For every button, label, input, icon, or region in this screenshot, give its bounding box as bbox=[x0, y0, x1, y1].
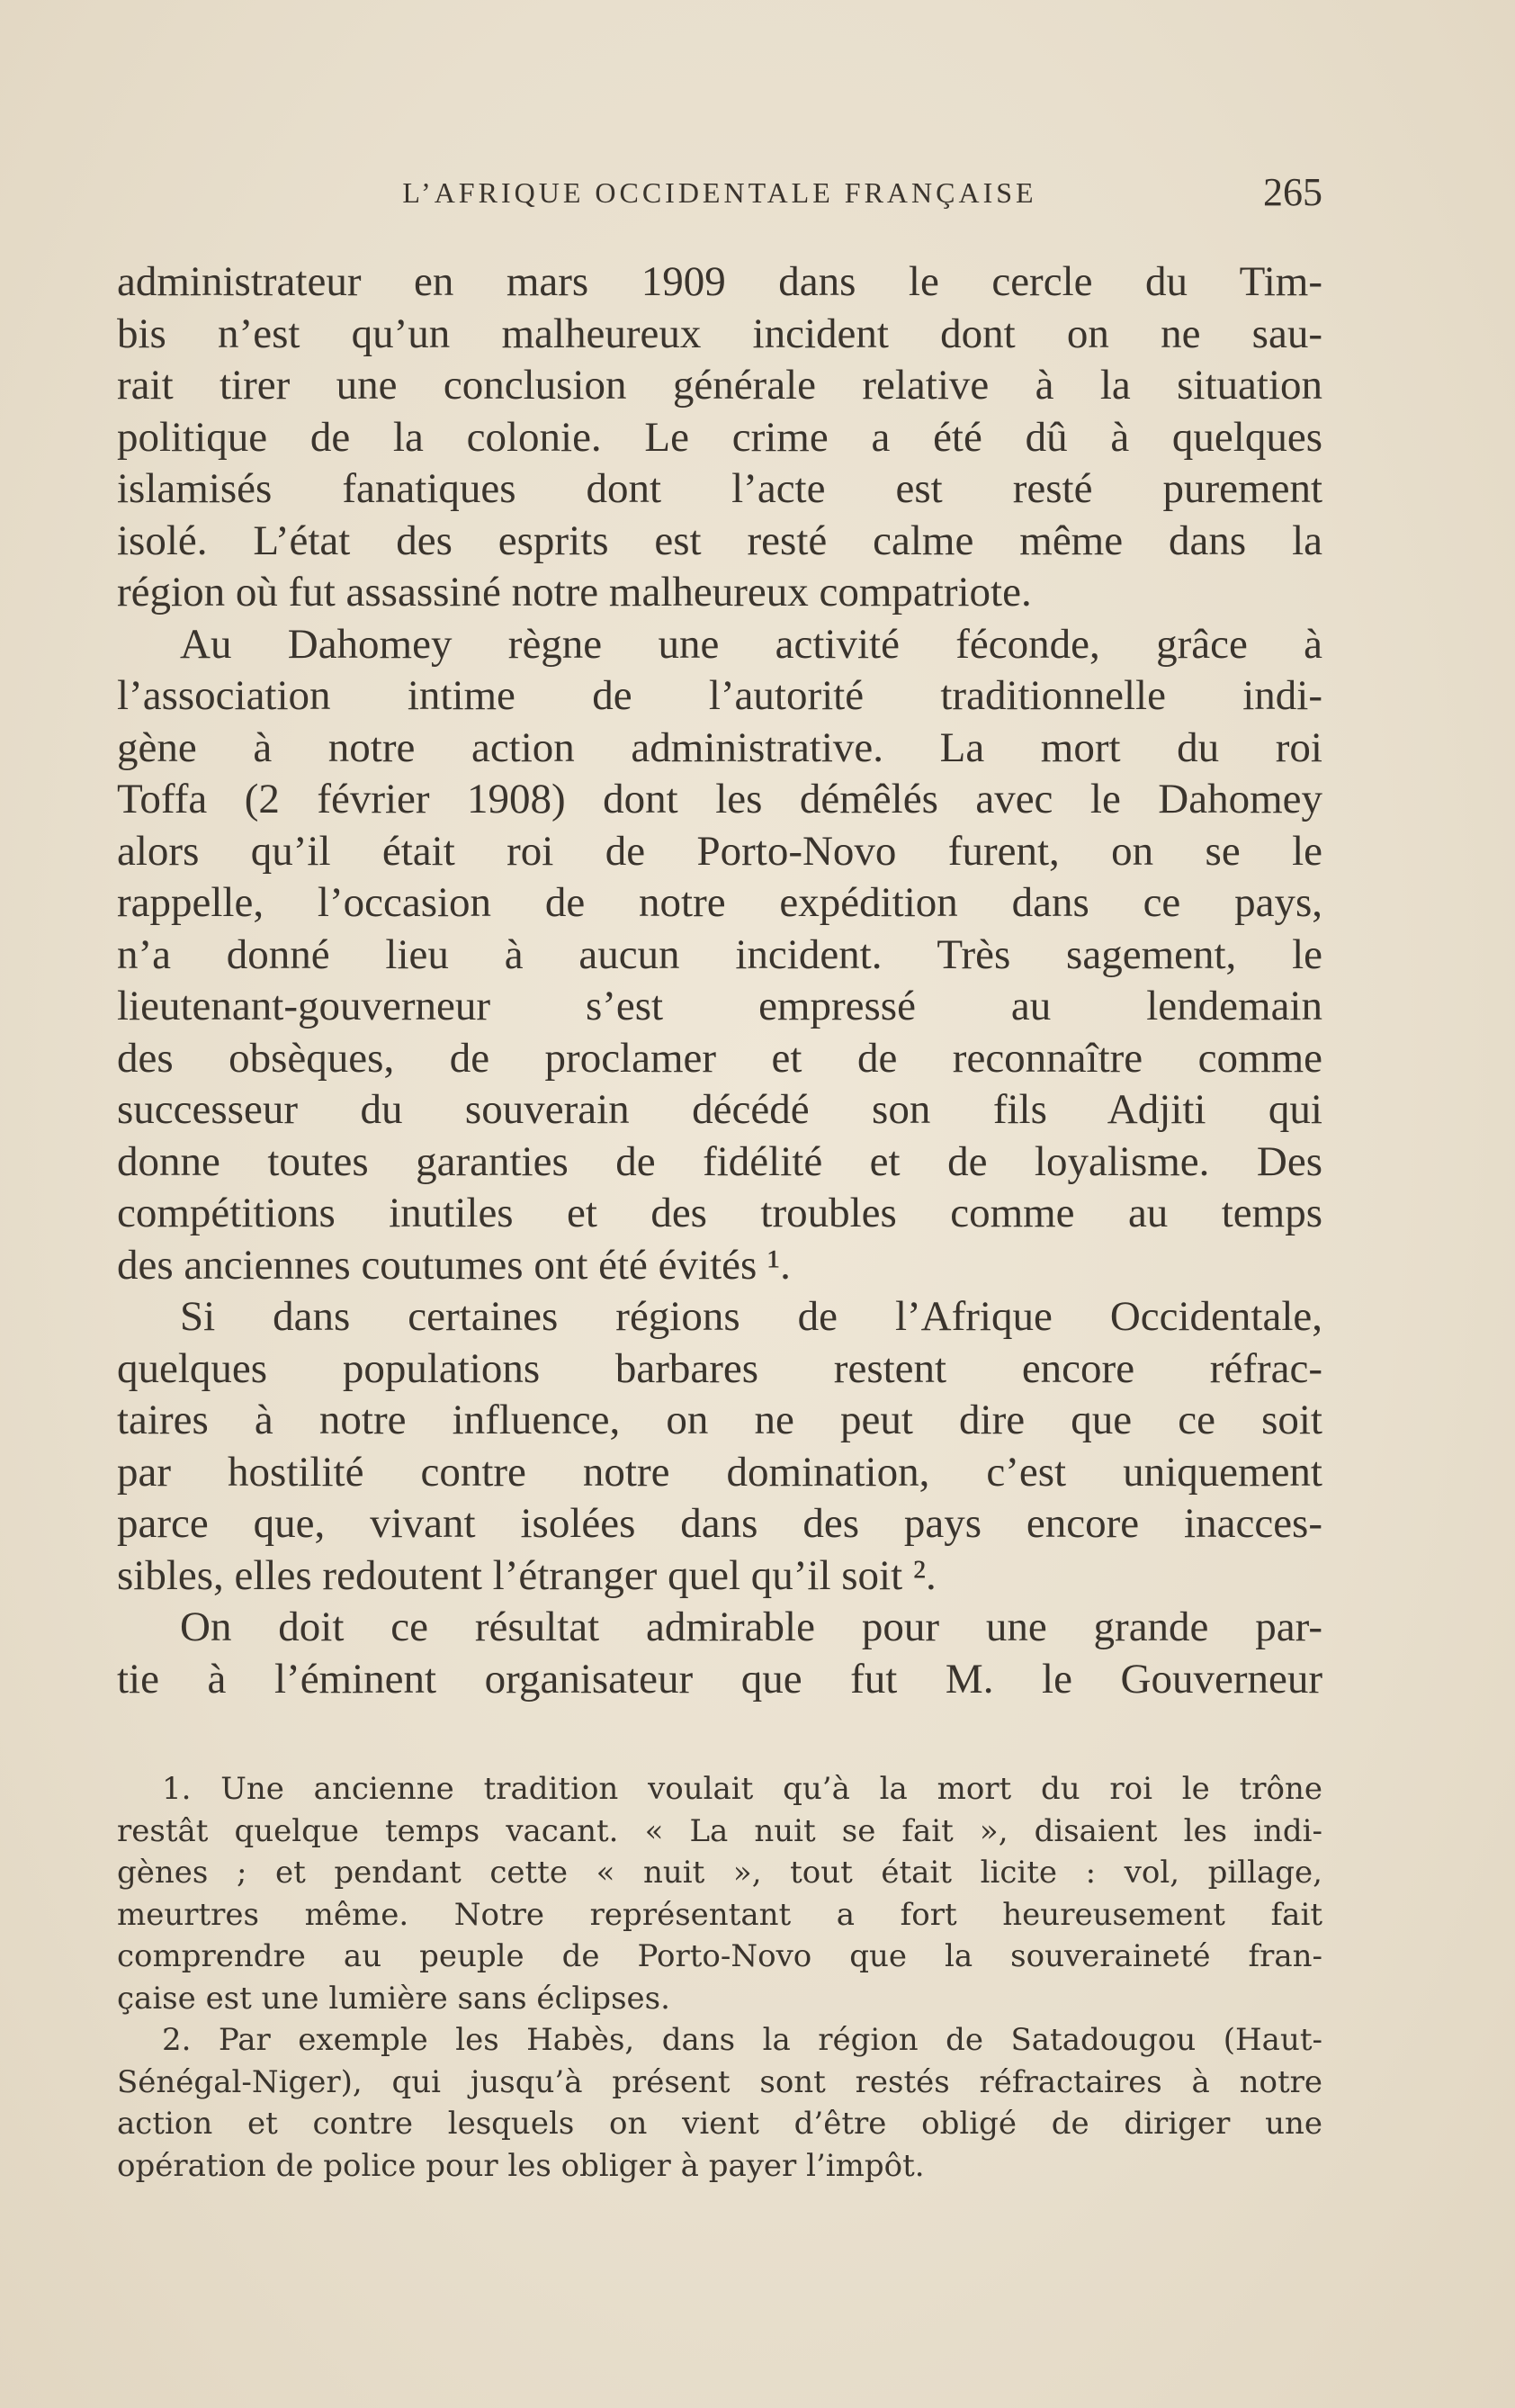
page-header bbox=[117, 166, 1322, 220]
text-line: politique de la colonie. Le crime a été dû à quelques bbox=[117, 413, 1322, 461]
text-line: successeur du souverain décédé son fils Adjiti qui bbox=[117, 1086, 1322, 1133]
text-line: taires à notre influence, on ne peut dire que ce soit bbox=[117, 1397, 1322, 1443]
text-line: par hostilité contre notre domination, c’est uniquement bbox=[117, 1448, 1322, 1496]
footnote-line: comprendre au peuple de Porto-Novo que la souveraineté fran- bbox=[117, 1938, 1322, 1974]
text-line: donne toutes garanties de fidélité et de loyalisme. Des bbox=[117, 1137, 1322, 1185]
footnote-line: action et contre lesquels on vient d’être obligé de diriger une bbox=[117, 2106, 1322, 2142]
text-line: des anciennes coutumes ont été évités ¹. bbox=[117, 1241, 791, 1289]
page-number: 265 bbox=[1263, 170, 1322, 214]
text-line: administrateur en mars 1909 dans le cercle du Tim- bbox=[117, 258, 1322, 305]
footnote-line: opération de police pour les obliger à payer l’impôt. bbox=[117, 2147, 925, 2184]
text-line: sibles, elles redoutent l’étranger quel qu’il soit ². bbox=[117, 1551, 937, 1599]
footnote-line: gènes ; et pendant cette « nuit », tout était licite : vol, pillage, bbox=[117, 1855, 1322, 1891]
running-title: L’AFRIQUE OCCIDENTALE FRANÇAISE bbox=[402, 176, 1037, 209]
text-line: n’a donné lieu à aucun incident. Très sagement, le bbox=[117, 930, 1322, 978]
text-line: rappelle, l’occasion de notre expédition dans ce pays, bbox=[117, 879, 1322, 926]
text-line: lieutenant-gouverneur s’est empressé au lendemain bbox=[117, 983, 1322, 1029]
footnote-line: meurtres même. Notre représentant a fort heureusement fait bbox=[117, 1896, 1322, 1933]
text-line: compétitions inutiles et des troubles comme au temps bbox=[117, 1190, 1322, 1236]
footnote-line: 1. Une ancienne tradition voulait qu’à la mort du roi le trône bbox=[162, 1771, 1322, 1807]
text-line: gène à notre action administrative. La mort du roi bbox=[117, 723, 1322, 771]
text-line: région où fut assassiné notre malheureux compatriote. bbox=[117, 569, 1032, 615]
text-line: des obsèques, de proclamer et de reconnaître comme bbox=[117, 1034, 1322, 1082]
footnote-line: restât quelque temps vacant. « La nuit se fait », disaient les indi- bbox=[117, 1812, 1322, 1849]
text-line: tie à l’éminent organisateur que fut M. le Gouverneur bbox=[117, 1655, 1322, 1703]
text-line: alors qu’il était roi de Porto-Novo furent, on se le bbox=[117, 827, 1322, 875]
text-line: isolé. L’état des esprits est resté calme même dans la bbox=[117, 517, 1322, 564]
body-text bbox=[117, 256, 1322, 1705]
footnote-line: çaise est une lumière sans éclipses. bbox=[117, 1980, 670, 2017]
text-line: Au Dahomey règne une activité féconde, grâce à bbox=[180, 620, 1322, 668]
footnote-line: Sénégal-Niger), qui jusqu’à présent sont restés réfractaires à notre bbox=[117, 2063, 1322, 2100]
text-line: parce que, vivant isolées dans des pays encore inacces- bbox=[117, 1500, 1322, 1547]
footnote-line: 2. Par exemple les Habès, dans la région de Satadougou (Haut- bbox=[162, 2022, 1322, 2058]
text-line: l’association intime de l’autorité traditionnelle indi- bbox=[117, 672, 1322, 719]
text-line: quelques populations barbares restent encore réfrac- bbox=[117, 1344, 1322, 1392]
footnotes bbox=[117, 1768, 1322, 2187]
text-line: Toffa (2 février 1908) dont les démêlés avec le Dahomey bbox=[117, 776, 1322, 822]
text-line: Si dans certaines régions de l’Afrique Occidentale, bbox=[180, 1293, 1322, 1340]
text-line: rait tirer une conclusion générale relative à la situation bbox=[117, 362, 1322, 409]
text-line: islamisés fanatiques dont l’acte est resté purement bbox=[117, 465, 1322, 512]
text-line: On doit ce résultat admirable pour une grande par- bbox=[180, 1604, 1322, 1650]
text-line: bis n’est qu’un malheureux incident dont on ne sau- bbox=[117, 310, 1322, 357]
